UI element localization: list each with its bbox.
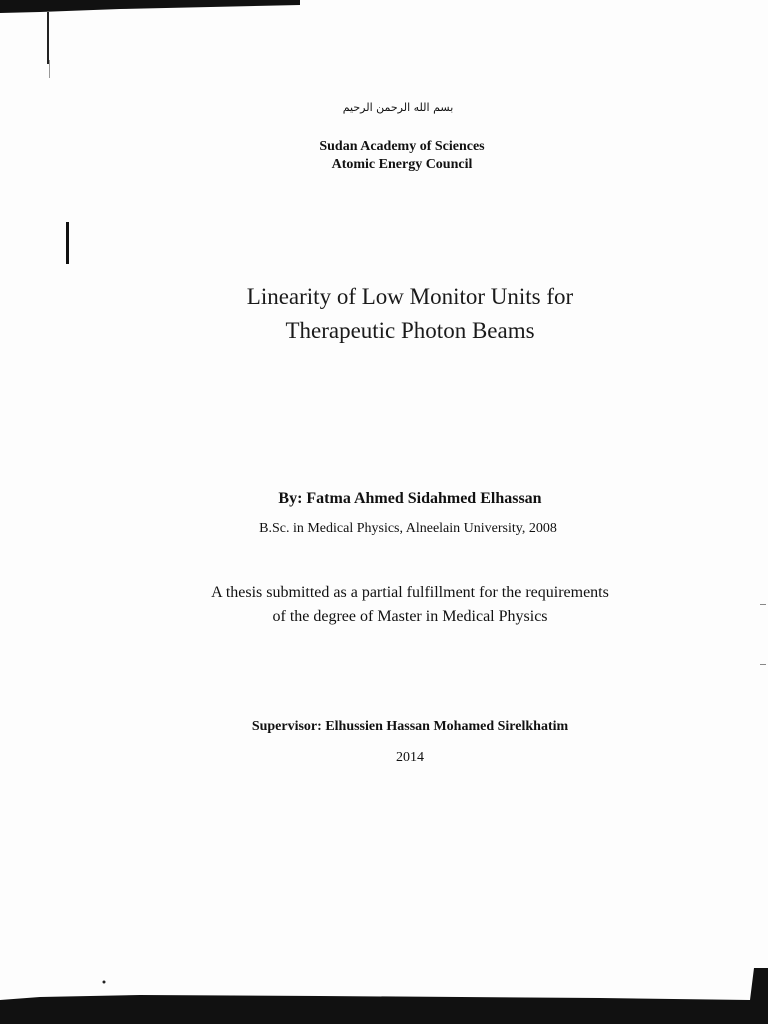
- thesis-statement-line1: A thesis submitted as a partial fulfillment for the requirements: [211, 584, 609, 601]
- scan-edge-bottom: [0, 968, 768, 1024]
- scan-mark-faint: [49, 60, 50, 78]
- scan-mark-right-1: [760, 604, 766, 605]
- scan-mark-top-left: [47, 12, 49, 64]
- basmala: بسم الله الرحمن الرحيم: [342, 101, 454, 114]
- author-name: By: Fatma Ahmed Sidahmed Elhassan: [278, 490, 542, 507]
- council-name: Atomic Energy Council: [331, 157, 473, 172]
- previous-degree: B.Sc. in Medical Physics, Alneelain University, 2008: [259, 521, 557, 536]
- thesis-statement-line2: of the degree of Master in Medical Physics: [272, 608, 548, 625]
- thesis-title-line2: Therapeutic Photon Beams: [285, 318, 535, 343]
- scan-edge-top: [0, 0, 300, 13]
- scan-dot: [103, 981, 106, 984]
- scan-mark-right-2: [760, 664, 766, 665]
- submission-year: 2014: [396, 750, 424, 765]
- thesis-title-line1: Linearity of Low Monitor Units for: [246, 284, 574, 309]
- scan-mark-left: [66, 222, 69, 264]
- institution-name: Sudan Academy of Sciences: [319, 139, 485, 154]
- supervisor-name: Supervisor: Elhussien Hassan Mohamed Sirelkhatim: [251, 719, 569, 734]
